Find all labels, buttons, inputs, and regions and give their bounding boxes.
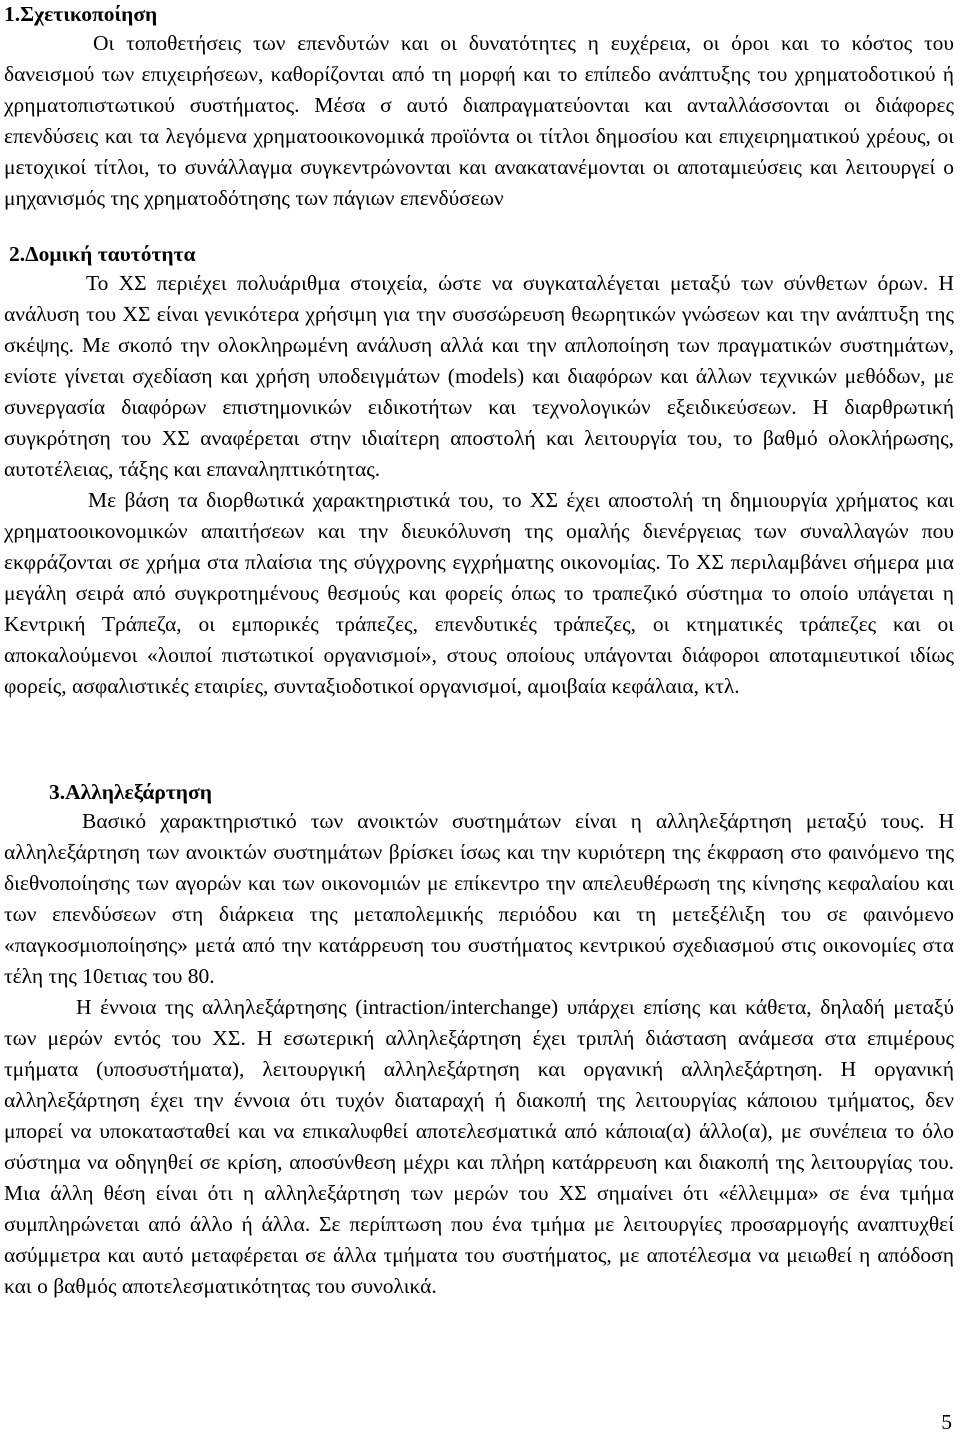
section-heading-3: 3.Αλληλεξάρτηση — [49, 780, 212, 804]
section-heading-1: 1.Σχετικοποίηση — [4, 2, 158, 26]
document-page — [4, 0, 954, 1302]
page-number: 5 — [941, 1410, 952, 1434]
section-heading-2: 2.Δομική ταυτότητα — [9, 242, 196, 266]
section-2-paragraph-1: Το ΧΣ περιέχει πολυάριθμα στοιχεία, ώστε να συγκαταλέγεται μεταξύ των σύνθετων όρων. Η ανάλυση του ΧΣ είναι γενικότερα χρήσιμη για την συσσώρευση θεωρητικών γνώσεων και την ανάπτυξη της σκέψης. Με σκοπό την ολοκληρωμένη ανάλυση αλλά και την απλοποίηση των πραγματικών συστημάτων, ενίοτε γίνεται σχεδίαση και χρήση υποδειγμάτων (models) και διαφόρων και άλλων τεχνικών μεθόδων, με συνεργασία διαφόρων επιστημονικών ειδικοτήτων και τεχνολογικών εξειδικεύσεων. Η διαρθρωτική συγκρότηση του ΧΣ αναφέρεται στην ιδιαίτερη αποστολή και λειτουργία του, το βαθμό ολοκλήρωσης, αυτοτέλειας, τάξης και επαναληπτικότητας. — [4, 271, 954, 481]
section-3-paragraph-1: Βασικό χαρακτηριστικό των ανοικτών συστημάτων είναι η αλληλεξάρτηση μεταξύ τους. Η αλληλεξάρτηση των ανοικτών συστημάτων βρίσκει ίσως και την κυριότερη της έκφραση στο φαινόμενο της διεθνοποίησης των αγορών και των οικονομιών με επίκεντρο την απελευθέρωση της κίνησης κεφαλαίου και των επενδύσεων στη διάρκεια της μεταπολεμικής περιόδου και τη μετεξέλιξη του σε φαινόμενο «παγκοσμιοποίησης» μετά από την κατάρρευση του συστήματος κεντρικού σχεδιασμού στις οικονομίες στα τέλη της 10ετιας του 80. — [4, 809, 954, 988]
section-2-paragraph-2: Με βάση τα διορθωτικά χαρακτηριστικά του, το ΧΣ έχει αποστολή τη δημιουργία χρήματος και χρηματοοικονομικών απαιτήσεων και την διευκόλυνση της ομαλής διενέργειας των συναλλαγών που εκφράζονται σε χρήμα στα πλαίσια της σύγχρονης εγχρήματης οικονομίας. Το ΧΣ περιλαμβάνει σήμερα μια μεγάλη σειρά από συγκροτημένους θεσμούς και φορείς όπως το τραπεζικό σύστημα το οποίο υπάγεται η Κεντρική Τράπεζα, οι εμπορικές τράπεζες, επενδυτικές τράπεζες, οι κτηματικές τράπεζες και οι αποκαλούμενοι «λοιποί πιστωτικοί οργανισμοί», στους οποίους υπάγονται διάφοροι αποταμιευτικοί ιδίως φορείς, ασφαλιστικές εταιρίες, συνταξιοδοτικοί οργανισμοί, αμοιβαία κεφάλαια, κτλ. — [4, 488, 954, 698]
section-1-paragraph-1: Οι τοποθετήσεις των επενδυτών και οι δυνατότητες η ευχέρεια, οι όροι και το κόστος του δανεισμού των επιχειρήσεων, καθορίζονται από τη μορφή και το επίπεδο ανάπτυξης του χρηματοδοτικού ή χρηματοπιστωτικού συστήματος. Μέσα σ αυτό διαπραγματεύονται και ανταλλάσσονται οι διάφορες επενδύσεις και τα λεγόμενα χρηματοοικονομικά προϊόντα οι τίτλοι δημοσίου και επιχειρηματικού χρέους, οι μετοχικοί τίτλοι, το συνάλλαγμα συγκεντρώνονται και ανακατανέμονται οι αποταμιεύσεις και λειτουργεί ο μηχανισμός της χρηματοδότησης των πάγιων επενδύσεων — [4, 31, 954, 210]
section-3-paragraph-2: Η έννοια της αλληλεξάρτησης (intraction/interchange) υπάρχει επίσης και κάθετα, δηλαδή μεταξύ των μερών εντός του ΧΣ. Η εσωτερική αλληλεξάρτηση έχει τριπλή διάσταση ανάμεσα στα επιμέρους τμήματα (υποσυστήματα), λειτουργική αλληλεξάρτηση και οργανική αλληλεξάρτηση. Η οργανική αλληλεξάρτηση έχει την έννοια ότι τυχόν διαταραχή ή διακοπή της λειτουργίας κάποιου τμήματος, δεν μπορεί να υποκατασταθεί και να επικαλυφθεί αποτελεσματικά από κάποια(α) άλλο(α), με συνέπεια το όλο σύστημα να οδηγηθεί σε κρίση, αποσύνθεση μέχρι και πλήρη κατάρρευση και διακοπή της λειτουργίας του. Μια άλλη θέση είναι ότι η αλληλεξάρτηση των μερών του ΧΣ σημαίνει ότι «έλλειμμα» σε ένα τμήμα συμπληρώνεται από άλλο ή άλλα. Σε περίπτωση που ένα τμήμα με λειτουργίες προσαρμογής αναπτυχθεί ασύμμετρα και αυτό μεταφέρεται σε άλλα τμήματα του συστήματος, με αποτέλεσμα να μειωθεί η απόδοση και ο βαθμός αποτελεσματικότητας του συνολικά. — [4, 995, 954, 1298]
